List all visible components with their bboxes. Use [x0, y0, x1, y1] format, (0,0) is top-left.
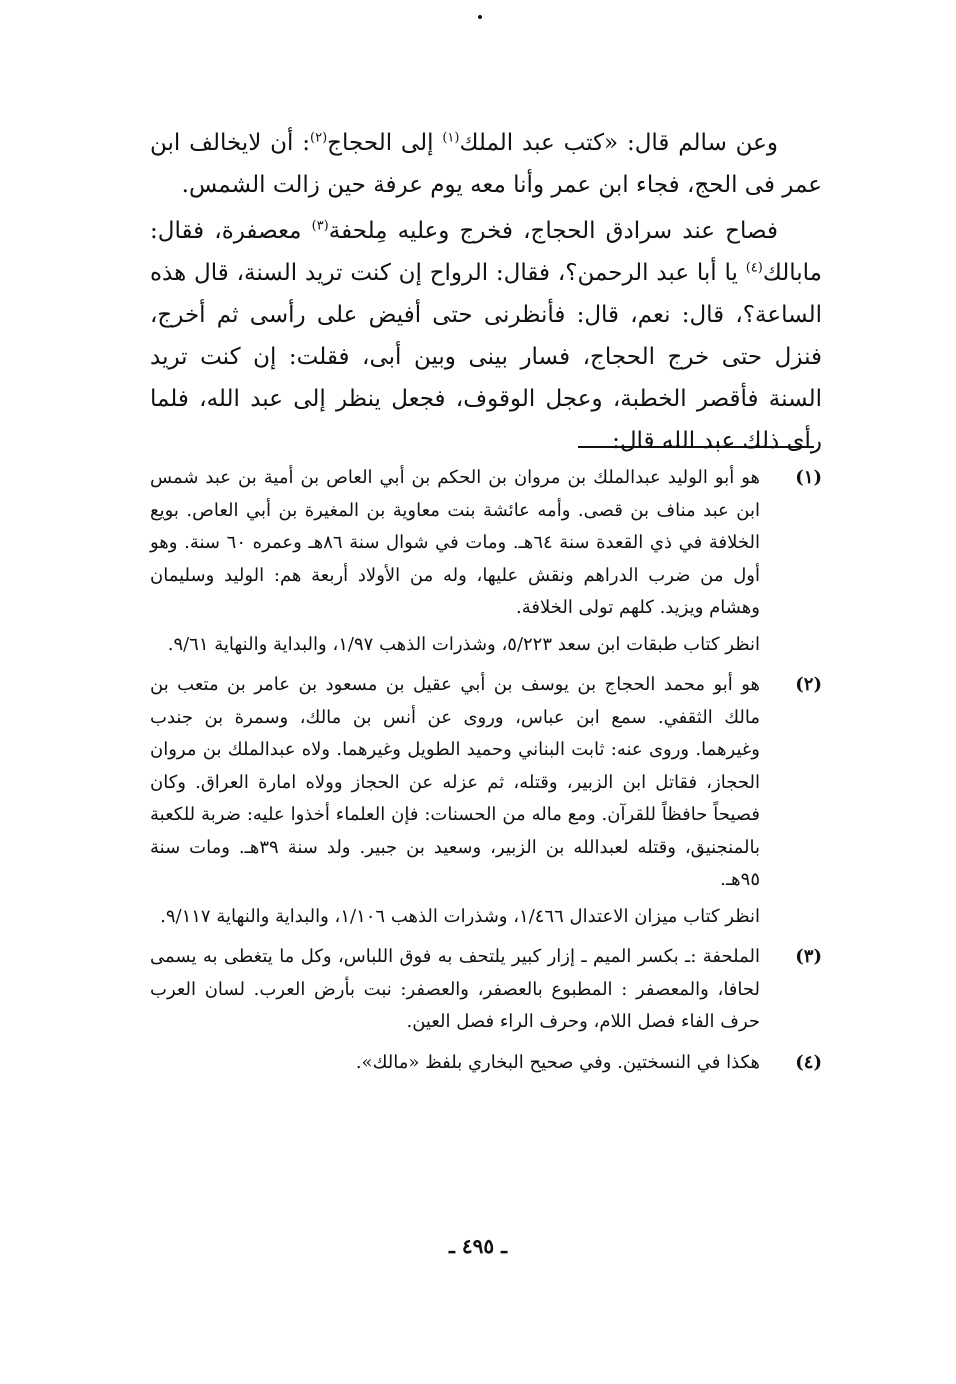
- footnote-text: هو أبو الوليد عبدالملك بن مروان بن الحكم بن أبي العاص بن أمية بن عبد شمس ابن عبد مناف بن قصى. وأمه عائشة بنت معاوية بن المغيرة بن أبي العاص. بويع الخلافة في ذي القعدة سنة ٦٤هـ. ومات في شوال سنة ٨٦هـ وعمره ٦٠ سنة. وهو أول من ضرب الدراهم ونقش عليها، وله من الأولاد أربعة هم: الوليد وسليمان وهشام ويزيد. كلهم تولى الخلافة.: [150, 467, 760, 618]
- footnote-text: هكذا في النسختين. وفي صحيح البخاري بلفظ «مالك».: [355, 1051, 760, 1073]
- footnote-marker-2: (٢): [310, 130, 328, 146]
- footnote-2: [150, 669, 822, 933]
- main-text-span: معصفرة، فقال: مابالك: [150, 218, 822, 286]
- footnote-marker-3: (٣): [311, 218, 329, 234]
- footnote-body: [150, 1047, 760, 1080]
- footnote-text: الملحفة :ـ بكسر الميم ـ إزار كبير يلتحف به فوق اللباس، وكل ما يتغطى به يسمى لحافا، والمعصفر : المطبوع بالعصفر، والعصفر: نبت بأرض العرب. لسان العرب حرف الفاء فصل اللام، وحرف الراء فصل العين.: [150, 946, 760, 1032]
- main-text-span: إلى الحجاج: [327, 130, 443, 156]
- main-text-span: فصاح عند سرادق الحجاج، فخرج وعليه مِلحفة: [328, 218, 778, 244]
- footnote-3: [150, 941, 822, 1039]
- main-text-span: وعن سالم قال: «كتب عبد الملك: [459, 130, 779, 156]
- footnote-4: [150, 1047, 822, 1080]
- main-paragraph-2: [150, 210, 822, 462]
- footnote-marker-4: (٤): [745, 260, 763, 276]
- main-text-span: يا أبا عبد الرحمن؟، فقال: الرواح إن كنت تريد السنة، قال هذه الساعة؟، قال: نعم، قال: فأنظرنى حتى أفيض على رأسى ثم أخرج، فنزل حتى خرج الحجاج، فسار بينى وبين أبى، فقلت: إن كنت تريد السنة فأقصر الخطبة، وعجل الوقوف، فجعل ينظر إلى عبد الله، فلما رأى ذلك عبد الله قال:: [150, 260, 822, 454]
- footnote-number: (٢): [795, 674, 822, 695]
- footnote-text: هو أبو محمد الحجاج بن يوسف بن أبي عقيل بن مسعود بن عامر بن متعب بن مالك الثقفي. سمع ابن عباس، وروى عن أنس بن مالك، وسمرة بن جندب وغيرهما. وروى عنه: ثابت البناني وحميد الطويل وغيرهما. ولاه عبدالملك بن مروان الحجاز، فقاتل ابن الزبير، وقتله، ثم عزله عن الحجاز وولاه امارة العراق. وكان فصيحاً حافظاً للقرآن. ومع ماله من الحسنات: فإن العلماء أخذوا عليه: ضربة للكعبة بالمنجنيق، وقتله لعبدالله بن الزبير، وسعيد بن جبير. ولد سنة ٣٩هـ. ومات سنة ٩٥هـ.: [150, 674, 760, 890]
- footnote-separator-rule: [578, 446, 814, 448]
- page-number: ـ ٤٩٥ ـ: [449, 1234, 507, 1258]
- footnote-body: [150, 941, 760, 1039]
- footnote-body: [150, 462, 760, 661]
- footnotes-section: [150, 462, 822, 1087]
- footnote-reference: انظر كتاب ميزان الاعتدال ١/٤٦٦، وشذرات الذهب ١/١٠٦، والبداية والنهاية ٩/١١٧.: [160, 905, 760, 927]
- footnote-reference: انظر كتاب طبقات ابن سعد ٥/٢٢٣، وشذرات الذهب ١/٩٧، والبداية والنهاية ٩/٦١.: [167, 633, 760, 655]
- footnote-body: [150, 669, 760, 933]
- main-paragraph-1: [150, 122, 822, 206]
- footnote-marker-1: (١): [442, 130, 460, 146]
- main-text-span: : أن لايخالف ابن عمر فى الحج، فجاء ابن عمر وأنا معه يوم عرفة حين زالت الشمس.: [150, 130, 822, 198]
- top-dot-mark: [478, 15, 482, 19]
- footnote-1: [150, 462, 822, 661]
- footnote-number: (٤): [795, 1051, 822, 1073]
- footnote-number: (١): [795, 467, 822, 488]
- footnote-number: (٣): [795, 946, 822, 967]
- main-text: [150, 122, 822, 466]
